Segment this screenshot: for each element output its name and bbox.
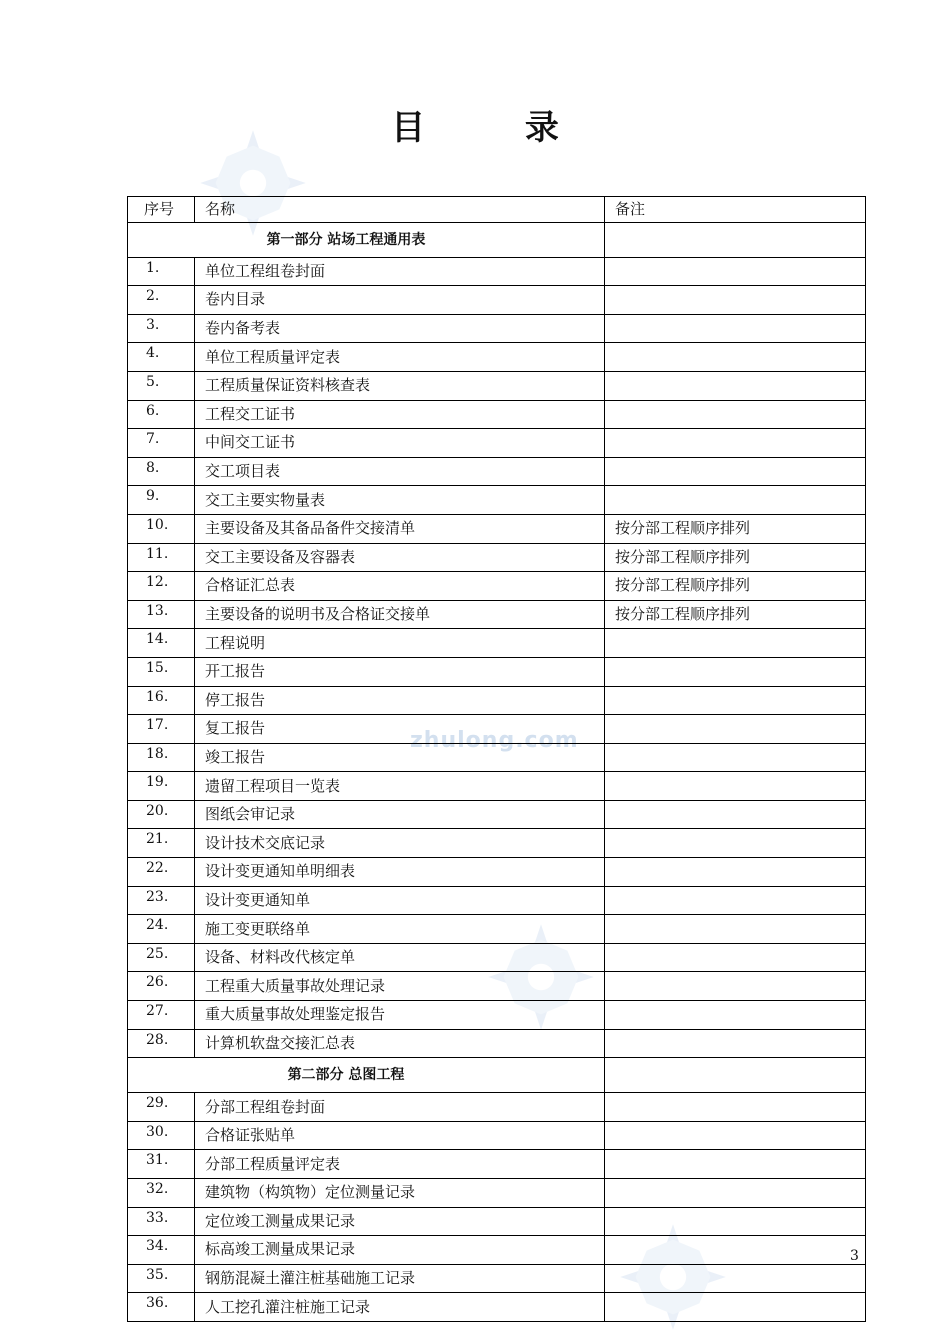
row-number: 7. <box>128 429 195 458</box>
table-row <box>128 1001 866 1030</box>
row-name: 复工报告 <box>195 715 605 744</box>
row-note <box>605 772 866 801</box>
row-note <box>605 800 866 829</box>
row-name: 分部工程组卷封面 <box>195 1093 605 1122</box>
row-number: 34. <box>128 1236 195 1265</box>
row-note: 按分部工程顺序排列 <box>605 543 866 572</box>
row-number: 10. <box>128 514 195 543</box>
row-name: 计算机软盘交接汇总表 <box>195 1029 605 1058</box>
row-number: 3. <box>128 314 195 343</box>
table-row <box>128 457 866 486</box>
row-number: 32. <box>128 1179 195 1208</box>
table-row <box>128 972 866 1001</box>
page-title: 目 录 <box>391 108 603 148</box>
row-name: 遗留工程项目一览表 <box>195 772 605 801</box>
row-name: 设计变更通知单 <box>195 886 605 915</box>
row-note <box>605 886 866 915</box>
row-note <box>605 1179 866 1208</box>
table-row <box>128 343 866 372</box>
section-header-row <box>128 222 866 257</box>
row-number: 27. <box>128 1001 195 1030</box>
table-row <box>128 1293 866 1322</box>
row-number: 36. <box>128 1293 195 1322</box>
table-row <box>128 1150 866 1179</box>
section-note <box>605 1058 866 1093</box>
row-name: 定位竣工测量成果记录 <box>195 1207 605 1236</box>
table-row <box>128 286 866 315</box>
section-note <box>605 222 866 257</box>
row-name: 开工报告 <box>195 657 605 686</box>
row-name: 交工主要设备及容器表 <box>195 543 605 572</box>
row-note <box>605 1001 866 1030</box>
row-note <box>605 400 866 429</box>
row-note <box>605 1029 866 1058</box>
row-note <box>605 371 866 400</box>
row-number: 16. <box>128 686 195 715</box>
row-name: 工程交工证书 <box>195 400 605 429</box>
row-number: 17. <box>128 715 195 744</box>
row-note: 按分部工程顺序排列 <box>605 572 866 601</box>
table-row <box>128 743 866 772</box>
row-name: 设备、材料改代核定单 <box>195 943 605 972</box>
row-note <box>605 1293 866 1322</box>
row-name: 设计技术交底记录 <box>195 829 605 858</box>
row-number: 35. <box>128 1264 195 1293</box>
row-name: 交工项目表 <box>195 457 605 486</box>
row-name: 交工主要实物量表 <box>195 486 605 515</box>
table-row <box>128 657 866 686</box>
row-number: 28. <box>128 1029 195 1058</box>
table-header-row <box>128 197 866 223</box>
row-name: 工程重大质量事故处理记录 <box>195 972 605 1001</box>
row-number: 2. <box>128 286 195 315</box>
row-name: 单位工程组卷封面 <box>195 257 605 286</box>
row-number: 24. <box>128 915 195 944</box>
toc-table <box>127 196 866 1322</box>
row-number: 12. <box>128 572 195 601</box>
row-note <box>605 629 866 658</box>
row-name: 中间交工证书 <box>195 429 605 458</box>
row-note <box>605 429 866 458</box>
table-row <box>128 486 866 515</box>
table-row <box>128 943 866 972</box>
row-number: 22. <box>128 858 195 887</box>
row-name: 卷内备考表 <box>195 314 605 343</box>
table-row <box>128 1121 866 1150</box>
table-row <box>128 800 866 829</box>
header-name: 名称 <box>195 197 605 223</box>
row-note <box>605 1150 866 1179</box>
row-name: 重大质量事故处理鉴定报告 <box>195 1001 605 1030</box>
row-name: 竣工报告 <box>195 743 605 772</box>
table-row <box>128 1207 866 1236</box>
row-note <box>605 858 866 887</box>
row-name: 钢筋混凝土灌注桩基础施工记录 <box>195 1264 605 1293</box>
row-note <box>605 1236 866 1265</box>
table-row <box>128 829 866 858</box>
table-row <box>128 572 866 601</box>
row-note <box>605 343 866 372</box>
row-name: 工程说明 <box>195 629 605 658</box>
row-number: 26. <box>128 972 195 1001</box>
table-row <box>128 1093 866 1122</box>
row-name: 人工挖孔灌注桩施工记录 <box>195 1293 605 1322</box>
row-number: 15. <box>128 657 195 686</box>
section-header-row <box>128 1058 866 1093</box>
row-note <box>605 1264 866 1293</box>
row-number: 14. <box>128 629 195 658</box>
row-note <box>605 1121 866 1150</box>
row-name: 标高竣工测量成果记录 <box>195 1236 605 1265</box>
table-row <box>128 429 866 458</box>
row-name: 建筑物（构筑物）定位测量记录 <box>195 1179 605 1208</box>
row-number: 25. <box>128 943 195 972</box>
row-number: 30. <box>128 1121 195 1150</box>
table-row <box>128 886 866 915</box>
row-number: 1. <box>128 257 195 286</box>
table-row <box>128 715 866 744</box>
row-note <box>605 286 866 315</box>
row-name: 主要设备的说明书及合格证交接单 <box>195 600 605 629</box>
row-note <box>605 257 866 286</box>
row-note: 按分部工程顺序排列 <box>605 514 866 543</box>
table-row <box>128 400 866 429</box>
row-number: 4. <box>128 343 195 372</box>
table-row <box>128 257 866 286</box>
row-name: 合格证汇总表 <box>195 572 605 601</box>
row-name: 主要设备及其备品备件交接清单 <box>195 514 605 543</box>
row-number: 33. <box>128 1207 195 1236</box>
row-name: 设计变更通知单明细表 <box>195 858 605 887</box>
row-note: 按分部工程顺序排列 <box>605 600 866 629</box>
row-number: 11. <box>128 543 195 572</box>
row-note <box>605 829 866 858</box>
row-number: 29. <box>128 1093 195 1122</box>
table-row <box>128 314 866 343</box>
row-name: 图纸会审记录 <box>195 800 605 829</box>
row-number: 8. <box>128 457 195 486</box>
row-note <box>605 943 866 972</box>
table-row <box>128 772 866 801</box>
section-title: 第二部分 总图工程 <box>128 1058 605 1093</box>
toc-body <box>128 197 866 1322</box>
row-name: 卷内目录 <box>195 286 605 315</box>
row-name: 施工变更联络单 <box>195 915 605 944</box>
row-number: 31. <box>128 1150 195 1179</box>
row-name: 合格证张贴单 <box>195 1121 605 1150</box>
row-note <box>605 1207 866 1236</box>
row-note <box>605 657 866 686</box>
table-row <box>128 1236 866 1265</box>
table-row <box>128 600 866 629</box>
table-row <box>128 371 866 400</box>
table-row <box>128 915 866 944</box>
table-row <box>128 686 866 715</box>
row-note <box>605 715 866 744</box>
row-note <box>605 486 866 515</box>
row-note <box>605 915 866 944</box>
row-number: 5. <box>128 371 195 400</box>
row-note <box>605 972 866 1001</box>
table-row <box>128 1264 866 1293</box>
row-note <box>605 686 866 715</box>
row-note <box>605 314 866 343</box>
row-number: 13. <box>128 600 195 629</box>
row-note <box>605 457 866 486</box>
row-number: 18. <box>128 743 195 772</box>
section-title: 第一部分 站场工程通用表 <box>128 222 605 257</box>
row-name: 工程质量保证资料核查表 <box>195 371 605 400</box>
table-row <box>128 543 866 572</box>
row-name: 停工报告 <box>195 686 605 715</box>
table-row <box>128 1029 866 1058</box>
row-number: 6. <box>128 400 195 429</box>
row-name: 单位工程质量评定表 <box>195 343 605 372</box>
row-number: 20. <box>128 800 195 829</box>
page-number: 3 <box>850 1248 859 1264</box>
table-row <box>128 858 866 887</box>
header-seq: 序号 <box>128 197 195 223</box>
row-note <box>605 1093 866 1122</box>
row-note <box>605 743 866 772</box>
table-row <box>128 629 866 658</box>
header-note: 备注 <box>605 197 866 223</box>
row-number: 9. <box>128 486 195 515</box>
row-number: 19. <box>128 772 195 801</box>
table-row <box>128 514 866 543</box>
table-row <box>128 1179 866 1208</box>
row-number: 23. <box>128 886 195 915</box>
row-number: 21. <box>128 829 195 858</box>
watermark-text: zhulong.com <box>410 728 579 753</box>
row-name: 分部工程质量评定表 <box>195 1150 605 1179</box>
